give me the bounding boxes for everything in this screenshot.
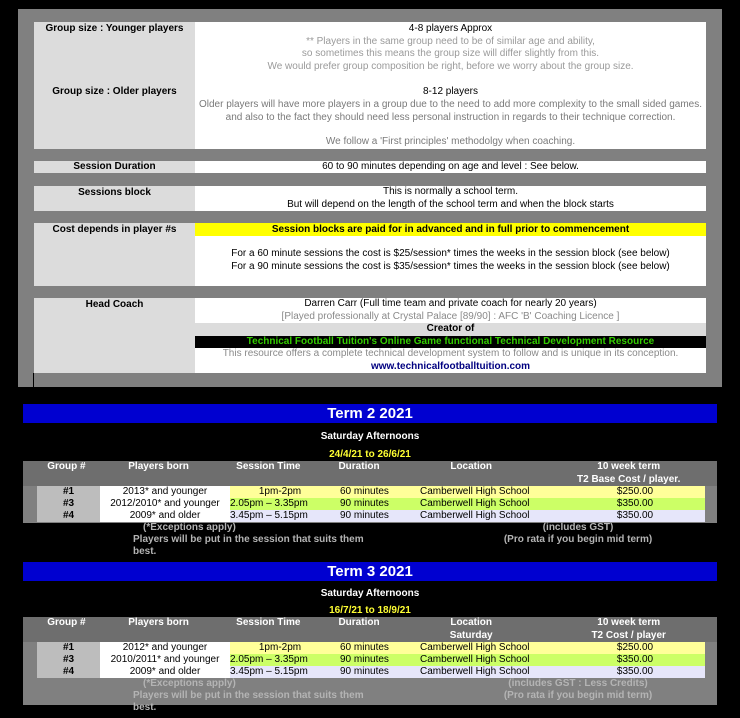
group-old-title: 8-12 players [422, 86, 479, 98]
col-location: Location [450, 461, 493, 472]
group-cell: #3 [37, 654, 100, 666]
born-cell: 2009* and older [100, 666, 230, 678]
born-cell: 2010/2011* and younger [100, 654, 230, 666]
term3-banner: Term 3 2021 [23, 562, 717, 581]
col-duration: Duration [338, 617, 380, 628]
term2-table [23, 461, 717, 557]
col-duration: Duration [338, 461, 380, 472]
location-cell: Camberwell High School [420, 642, 565, 654]
term3-dates: 16/7/21 to 18/9/21 [329, 605, 411, 616]
time-cell: 2.05pm – 3.35pm [230, 498, 330, 510]
col-born: Players born [128, 617, 189, 628]
group-cell: #3 [37, 498, 100, 510]
born-cell: 2013* and younger [100, 486, 230, 498]
col-cost: 10 week term T2 Base Cost / player. [577, 461, 681, 485]
session-duration-row [34, 161, 706, 173]
time-cell: 3.45pm – 5.15pm [230, 666, 330, 678]
table-row [23, 510, 717, 522]
footer-right: (includes GST : Less Credits) (Pro rata if you begin mid term) [503, 678, 653, 701]
time-cell: 2.05pm – 3.35pm [230, 654, 330, 666]
session-duration-label: Session Duration [34, 161, 195, 173]
col-group: Group # [47, 617, 86, 628]
born-cell: 2012* and younger [100, 642, 230, 654]
term2-header [23, 461, 717, 486]
time-cell: 3.45pm – 5.15pm [230, 510, 330, 522]
coach-credentials: [Played professionally at Crystal Palace [89/90] : AFC 'B' Coaching Licence ] [281, 310, 620, 322]
term3-footer [23, 678, 717, 713]
group-cell: #4 [37, 510, 100, 522]
creator-label: Creator of [195, 323, 706, 336]
payment-notice: Session blocks are paid for in advanced and in full prior to commencement [195, 223, 706, 236]
cost-cell: $350.00 [565, 510, 705, 522]
sessions-block-value [195, 186, 706, 211]
term3-day: Saturday Afternoons [320, 588, 420, 599]
group-old-line: and also to the fact they should need less personal instruction in regards to their technique correction. [225, 111, 676, 123]
duration-cell: 90 minutes [330, 654, 420, 666]
born-cell: 2012/2010* and younger [100, 498, 230, 510]
coach-name: Darren Carr (Full time team and private coach for nearly 20 years) [304, 298, 597, 309]
table-row [23, 666, 717, 678]
head-coach-label: Head Coach [34, 298, 195, 373]
group-cell: #4 [37, 666, 100, 678]
table-row [23, 654, 717, 666]
panel-divider [33, 373, 34, 387]
group-young-line: so sometimes this means the group size will differ slightly from this. [301, 48, 600, 60]
head-coach-value [195, 298, 706, 373]
session-duration-value: 60 to 90 minutes depending on age and level : See below. [195, 161, 706, 173]
cost-cell: $250.00 [565, 486, 705, 498]
location-cell: Camberwell High School [420, 510, 565, 522]
group-old-line: Older players will have more players in a group due to the need to add more complexity to the small sided games. [198, 98, 703, 110]
cost-line: For a 60 minute sessions the cost is $25/session* times the weeks in the session block (see below) [231, 248, 670, 259]
duration-cell: 90 minutes [330, 510, 420, 522]
term2-day: Saturday Afternoons [320, 431, 420, 442]
group-cell: #1 [37, 486, 100, 498]
resource-description: This resource offers a complete technical development system to follow and is unique in its conception. [222, 348, 679, 360]
cost-value [195, 223, 706, 286]
term2-footer [23, 522, 717, 557]
term3-table [23, 617, 717, 713]
cost-row [34, 223, 706, 286]
col-time: Session Time [236, 617, 301, 628]
info-panel [18, 9, 722, 387]
duration-cell: 90 minutes [330, 498, 420, 510]
resource-title: Technical Football Tuition's Online Game functional Technical Development Resource [195, 336, 706, 349]
cost-cell: $350.00 [565, 654, 705, 666]
col-cost: 10 week term T2 Cost / player [591, 617, 666, 641]
table-row [23, 642, 717, 654]
table-row [23, 498, 717, 510]
methodology-line: We follow a 'First principles' methodolgy when coaching. [325, 136, 576, 148]
time-cell: 1pm-2pm [230, 642, 330, 654]
term2-banner: Term 2 2021 [23, 404, 717, 423]
duration-cell: 90 minutes [330, 666, 420, 678]
group-old-label: Group size : Older players [52, 86, 177, 97]
cost-line: For a 90 minute sessions the cost is $35/session* times the weeks in the session block (see below) [231, 260, 670, 272]
table-row [23, 486, 717, 498]
term2-dates: 24/4/21 to 26/6/21 [329, 449, 411, 460]
group-size-row [34, 22, 706, 149]
location-cell: Camberwell High School [420, 498, 565, 510]
duration-cell: 60 minutes [330, 642, 420, 654]
term3-header [23, 617, 717, 642]
sessions-block-line: This is normally a school term. [382, 186, 519, 197]
cost-label: Cost depends in player #s [34, 223, 195, 286]
sessions-block-row [34, 186, 706, 211]
time-cell: 1pm-2pm [230, 486, 330, 498]
col-born: Players born [128, 461, 189, 472]
group-size-values [195, 22, 706, 149]
sessions-block-label: Sessions block [34, 186, 195, 211]
location-cell: Camberwell High School [420, 654, 565, 666]
sessions-block-line: But will depend on the length of the school term and when the block starts [287, 198, 614, 210]
col-time: Session Time [236, 461, 301, 472]
group-young-line: ** Players in the same group need to be of similar age and ability, [306, 35, 595, 47]
cost-cell: $350.00 [565, 666, 705, 678]
footer-left: (*Exceptions apply) Players will be put in the session that suits them best. [133, 678, 364, 713]
duration-cell: 60 minutes [330, 486, 420, 498]
col-group: Group # [47, 461, 86, 472]
group-young-title: 4-8 players Approx [408, 23, 493, 34]
location-cell: Camberwell High School [420, 666, 565, 678]
footer-right: (includes GST) (Pro rata if you begin mid term) [503, 522, 653, 545]
cost-cell: $250.00 [565, 642, 705, 654]
cost-cell: $350.00 [565, 498, 705, 510]
born-cell: 2009* and older [100, 510, 230, 522]
group-young-label: Group size : Younger players [45, 23, 184, 34]
head-coach-row [34, 298, 706, 373]
location-cell: Camberwell High School [420, 486, 565, 498]
group-cell: #1 [37, 642, 100, 654]
footer-left: (*Exceptions apply) Players will be put in the session that suits them best. [133, 522, 364, 557]
group-size-labels [34, 22, 195, 149]
col-location: Location Saturday [449, 617, 493, 641]
website-link[interactable]: www.technicalfootballtuition.com [370, 360, 531, 372]
group-young-line: We would prefer group composition be right, before we worry about the group size. [267, 60, 634, 72]
